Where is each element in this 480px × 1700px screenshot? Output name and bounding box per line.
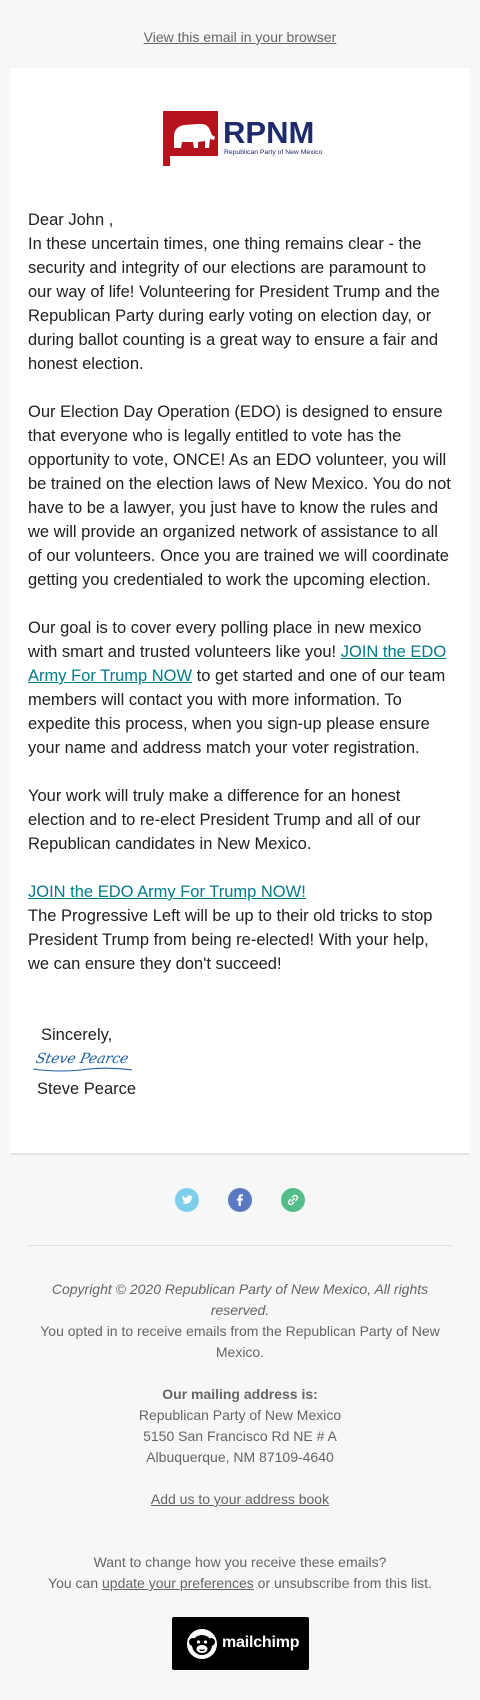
logo-tagline: Republican Party of New Mexico bbox=[224, 149, 323, 156]
join-edo-cta-link[interactable]: JOIN the EDO Army For Trump NOW! bbox=[28, 883, 306, 901]
letter-paragraph-5: The Progressive Left will be up to their old tricks to stop President Trump from being re-elected! With your help, we can ensure they don't succeed! bbox=[28, 907, 433, 973]
view-in-browser-bar bbox=[0, 0, 480, 45]
mailchimp-wordmark: mailchimp bbox=[222, 1634, 300, 1651]
update-preferences-link[interactable]: update your preferences bbox=[102, 1575, 254, 1591]
facebook-icon[interactable] bbox=[228, 1188, 252, 1212]
twitter-icon[interactable] bbox=[175, 1188, 199, 1212]
join-edo-inline-link[interactable]: JOIN the EDO Army For Trump NOW bbox=[28, 643, 447, 685]
rpnm-logo-graphic bbox=[160, 108, 336, 170]
email-card bbox=[10, 68, 470, 1153]
letter-cta bbox=[28, 880, 452, 904]
letter-body bbox=[28, 208, 452, 976]
opt-in-text: You opted in to receive emails from the Republican Party of New Mexico. bbox=[40, 1323, 440, 1360]
signature-script: Steve Pearce bbox=[34, 1051, 130, 1067]
letter-paragraph-4: Your work will truly make a difference for an honest election and to re-elect President Trump and all of our Republican candidates in New Mexico. bbox=[28, 787, 421, 853]
mailing-address-heading: Our mailing address is: bbox=[162, 1386, 318, 1402]
address-line-3: Albuquerque, NM 87109-4640 bbox=[146, 1449, 334, 1465]
change-emails-question: Want to change how you receive these emails? bbox=[93, 1554, 387, 1570]
mailchimp-monkey-icon bbox=[186, 1628, 218, 1660]
paragraph-3-text-after: to get started and one of our team members will contact you with more information. To expedite this process, when you sign-up please ensure your name and address match your voter registration. bbox=[28, 667, 446, 757]
address-book-row bbox=[28, 1489, 452, 1510]
letter-paragraph-1: In these uncertain times, one thing remains clear - the security and integrity of our elections are paramount to our way of life! Volunteering for President Trump and the Republican Party during early voting on election day, or during ballot counting is a great way to ensure a fair and honest election. bbox=[28, 235, 440, 373]
rpnm-logo bbox=[160, 108, 336, 170]
card-bottom-divider bbox=[10, 1153, 470, 1155]
signer-name: Steve Pearce bbox=[37, 1080, 137, 1098]
view-in-browser-link[interactable]: View this email in your browser bbox=[143, 29, 337, 45]
paragraph-3-text-before: Our goal is to cover every polling place in new mexico with smart and trusted volunteers like you! bbox=[28, 619, 422, 661]
letter-greeting: Dear John , bbox=[28, 211, 114, 229]
footer-divider bbox=[28, 1245, 452, 1246]
copyright-text: Copyright © 2020 Republican Party of New Mexico, All rights reserved. bbox=[51, 1281, 429, 1318]
logo-wordmark: RPNM bbox=[223, 115, 315, 150]
preferences-row: You can update your preferences or unsubscribe from this list. bbox=[48, 1575, 432, 1591]
letter-paragraph-2: Our Election Day Operation (EDO) is designed to ensure that everyone who is legally entitled to vote has the opportunity to vote, ONCE! As an EDO volunteer, you will be trained on the election laws of New Mexico. You do not have to be a lawyer, you just have to know the rules and we will provide an organized network of assistance to all of our volunteers. Once you are trained we will coordinate getting you credentialed to work the upcoming election. bbox=[28, 403, 451, 589]
closing: Sincerely, bbox=[41, 1026, 113, 1044]
mailchimp-badge[interactable] bbox=[172, 1617, 309, 1670]
social-links bbox=[0, 1188, 480, 1212]
link-icon[interactable] bbox=[281, 1188, 305, 1212]
letter-paragraph-3 bbox=[28, 616, 452, 760]
address-line-2: 5150 San Francisco Rd NE # A bbox=[143, 1428, 337, 1444]
footer bbox=[28, 1279, 452, 1594]
signature-image bbox=[31, 1045, 135, 1075]
add-to-address-book-link[interactable]: Add us to your address book bbox=[150, 1491, 330, 1507]
address-line-1: Republican Party of New Mexico bbox=[138, 1407, 342, 1423]
